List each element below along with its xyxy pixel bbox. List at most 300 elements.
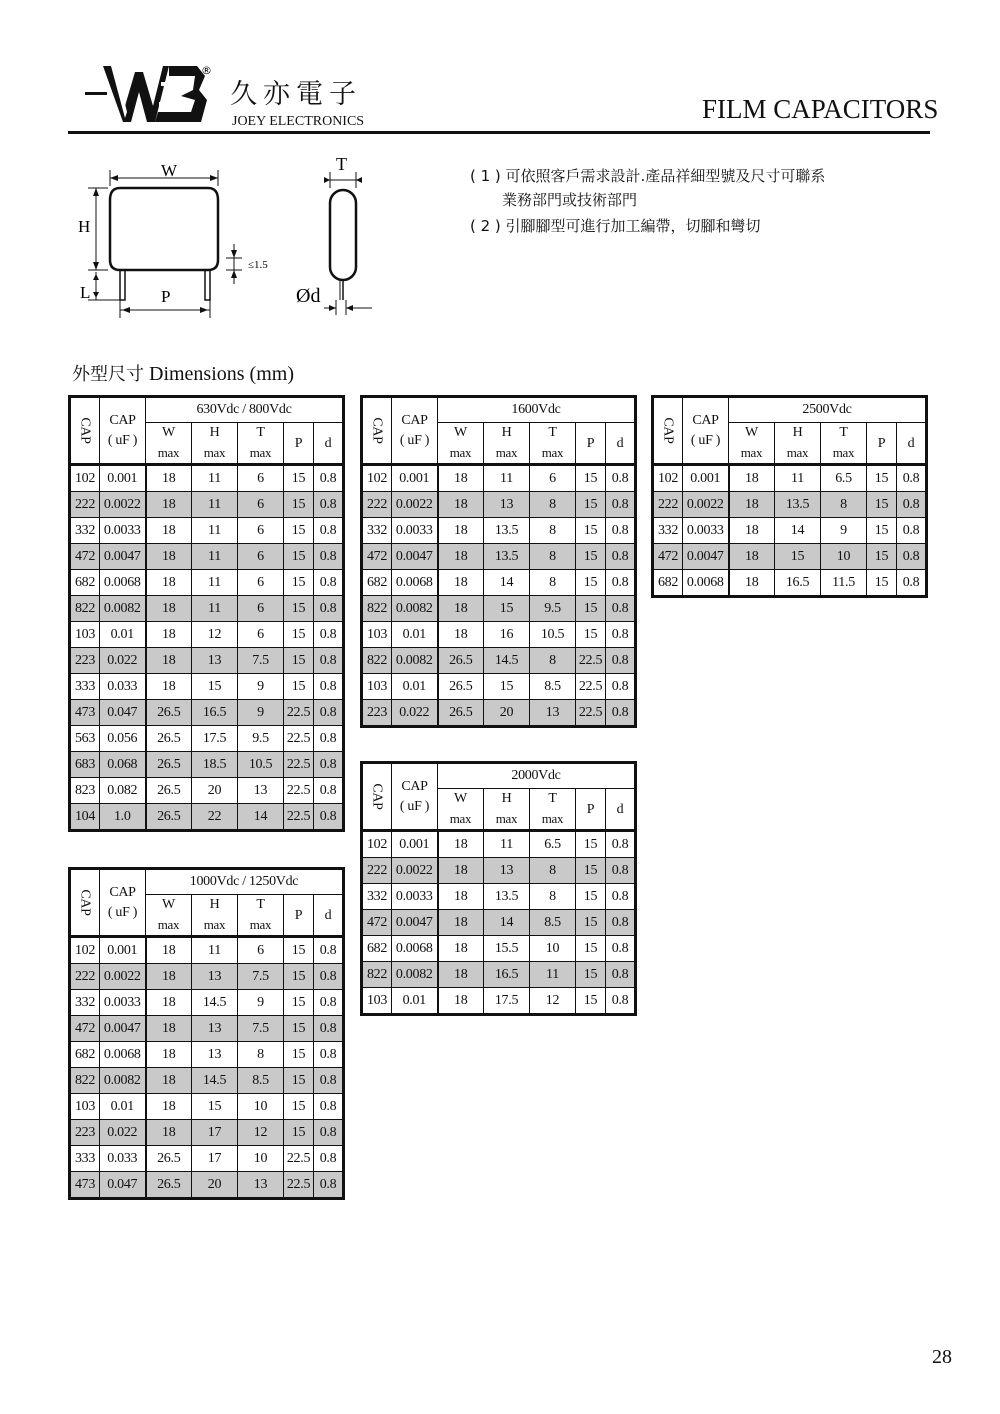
thickness-cell: 6 <box>238 465 284 492</box>
lead-dia-cell: 0.8 <box>606 831 636 858</box>
header-h-label: H <box>209 425 220 440</box>
cap-uf-header-unit: ( uF ) <box>399 432 430 448</box>
thickness-cell: 7.5 <box>238 964 284 990</box>
header-p: P <box>284 895 314 937</box>
lead-dia-cell: 0.8 <box>606 910 636 936</box>
table-630vdc-800vdc <box>68 395 345 832</box>
cap-code-cell: 102 <box>653 465 683 492</box>
pitch-cell: 22.5 <box>576 674 606 700</box>
height-cell: 13.5 <box>484 544 530 570</box>
dimensions-heading <box>72 360 294 386</box>
cap-code-cell: 472 <box>70 544 100 570</box>
width-cell: 18 <box>438 492 484 518</box>
height-cell: 15 <box>484 596 530 622</box>
table-1000vdc-1250vdc <box>68 867 345 1200</box>
width-cell: 18 <box>438 518 484 544</box>
cap-uf-header-label: CAP <box>692 412 719 428</box>
table-row <box>70 1120 344 1146</box>
header-d: d <box>314 895 344 937</box>
cap-code-cell: 822 <box>70 596 100 622</box>
dim-label-d: Ød <box>296 285 321 307</box>
cap-code-cell: 102 <box>362 465 392 492</box>
cap-code-cell: 472 <box>362 910 392 936</box>
cap-uf-cell: 0.0033 <box>100 518 146 544</box>
lead-dia-cell: 0.8 <box>606 596 636 622</box>
cap-uf-cell: 0.033 <box>100 674 146 700</box>
cap-code-cell: 823 <box>70 778 100 804</box>
height-cell: 16.5 <box>484 962 530 988</box>
cap-uf-cell: 0.0022 <box>683 492 729 518</box>
cap-code-cell: 472 <box>362 544 392 570</box>
dimensions-heading-cn: 外型尺寸 <box>72 364 144 385</box>
lead-dia-cell: 0.8 <box>314 1120 344 1146</box>
header-p: P <box>284 423 314 465</box>
cap-code-cell: 103 <box>362 674 392 700</box>
pitch-cell: 15 <box>284 622 314 648</box>
width-cell: 26.5 <box>438 674 484 700</box>
lead-dia-cell: 0.8 <box>606 700 636 727</box>
thickness-cell: 8 <box>530 884 576 910</box>
lead-dia-cell: 0.8 <box>897 518 927 544</box>
header-h-max: max <box>495 445 518 460</box>
cap-uf-cell: 0.001 <box>100 937 146 964</box>
table-row <box>362 674 636 700</box>
lead-dia-cell: 0.8 <box>314 492 344 518</box>
pitch-cell: 15 <box>284 544 314 570</box>
lead-dia-cell: 0.8 <box>606 936 636 962</box>
width-cell: 26.5 <box>146 1172 192 1199</box>
table-row <box>70 570 344 596</box>
width-cell: 18 <box>146 465 192 492</box>
pitch-cell: 15 <box>284 492 314 518</box>
width-cell: 18 <box>146 937 192 964</box>
cap-uf-cell: 0.0082 <box>392 596 438 622</box>
cap-uf-cell: 0.068 <box>100 752 146 778</box>
cap-uf-header-unit: ( uF ) <box>399 798 430 814</box>
table-row <box>653 570 927 597</box>
cap-code-cell: 223 <box>362 700 392 727</box>
pitch-cell: 15 <box>284 674 314 700</box>
table-row <box>653 492 927 518</box>
lead-dia-cell: 0.8 <box>606 492 636 518</box>
height-cell: 13 <box>192 964 238 990</box>
cap-uf-cell: 0.0047 <box>392 544 438 570</box>
cap-code-cell: 333 <box>70 674 100 700</box>
table-row <box>362 622 636 648</box>
header-t-max: max <box>249 917 272 932</box>
lead-dia-cell: 0.8 <box>606 674 636 700</box>
header-w-label: W <box>745 425 758 440</box>
table-row <box>70 492 344 518</box>
pitch-cell: 15 <box>284 465 314 492</box>
company-name-en: JOEY ELECTRONICS <box>232 114 365 129</box>
header-t-label: T <box>256 425 265 440</box>
width-cell: 18 <box>146 1120 192 1146</box>
header-h <box>192 895 238 937</box>
header-w <box>438 789 484 831</box>
cap-code-header <box>653 397 683 465</box>
width-cell: 18 <box>146 570 192 596</box>
header-t-label: T <box>839 425 848 440</box>
height-cell: 13.5 <box>484 884 530 910</box>
cap-uf-cell: 0.001 <box>392 465 438 492</box>
pitch-cell: 15 <box>284 596 314 622</box>
width-cell: 18 <box>146 1068 192 1094</box>
cap-code-cell: 332 <box>70 518 100 544</box>
lead-dia-cell: 0.8 <box>314 674 344 700</box>
voltage-title: 1600Vdc <box>438 397 636 423</box>
pitch-cell: 15 <box>576 936 606 962</box>
pitch-cell: 15 <box>284 937 314 964</box>
table-row <box>362 962 636 988</box>
table-row <box>70 804 344 831</box>
lead-dia-cell: 0.8 <box>314 544 344 570</box>
cap-uf-cell: 0.056 <box>100 726 146 752</box>
table-row <box>70 622 344 648</box>
width-cell: 18 <box>438 910 484 936</box>
lead-dia-cell: 0.8 <box>314 778 344 804</box>
thickness-cell: 10.5 <box>530 622 576 648</box>
width-cell: 18 <box>729 518 775 544</box>
header-t-label: T <box>256 897 265 912</box>
width-cell: 18 <box>146 1016 192 1042</box>
cap-uf-header-label: CAP <box>401 778 428 794</box>
cap-uf-cell: 0.0033 <box>100 990 146 1016</box>
height-cell: 11 <box>192 492 238 518</box>
cap-uf-cell: 0.0033 <box>683 518 729 544</box>
table-title-row <box>70 869 344 895</box>
dimensions-heading-en: Dimensions (mm) <box>149 363 294 385</box>
height-cell: 13 <box>484 492 530 518</box>
header-w-max: max <box>449 445 472 460</box>
cap-uf-header-unit: ( uF ) <box>107 904 138 920</box>
cap-uf-cell: 0.001 <box>100 465 146 492</box>
table-row <box>362 936 636 962</box>
header-t <box>238 423 284 465</box>
pitch-cell: 15 <box>867 492 897 518</box>
cap-code-cell: 222 <box>70 964 100 990</box>
cap-code-cell: 332 <box>70 990 100 1016</box>
width-cell: 18 <box>146 674 192 700</box>
cap-code-header-label: CAP <box>369 783 385 810</box>
cap-uf-cell: 0.0082 <box>100 1068 146 1094</box>
header-t-max: max <box>832 445 855 460</box>
width-cell: 18 <box>438 988 484 1015</box>
lead-dia-cell: 0.8 <box>897 465 927 492</box>
dim-label-h: H <box>78 217 91 236</box>
table-title-row <box>70 397 344 423</box>
table-row <box>362 465 636 492</box>
height-cell: 11 <box>484 831 530 858</box>
height-cell: 15 <box>775 544 821 570</box>
header-t-max: max <box>541 445 564 460</box>
thickness-cell: 8.5 <box>530 910 576 936</box>
header-d: d <box>897 423 927 465</box>
cap-uf-cell: 0.0047 <box>683 544 729 570</box>
pitch-cell: 15 <box>867 518 897 544</box>
thickness-cell: 13 <box>530 700 576 727</box>
dim-label-l: L <box>80 283 91 302</box>
header-h-label: H <box>501 425 512 440</box>
width-cell: 18 <box>146 518 192 544</box>
thickness-cell: 11.5 <box>821 570 867 597</box>
header-h-label: H <box>209 897 220 912</box>
height-cell: 15 <box>484 674 530 700</box>
cap-uf-cell: 0.0068 <box>683 570 729 597</box>
lead-dia-cell: 0.8 <box>606 962 636 988</box>
height-cell: 14 <box>484 910 530 936</box>
cap-uf-cell: 0.001 <box>392 831 438 858</box>
cap-code-cell: 682 <box>362 570 392 596</box>
thickness-cell: 9.5 <box>238 726 284 752</box>
width-cell: 18 <box>438 465 484 492</box>
cap-code-cell: 682 <box>70 1042 100 1068</box>
width-cell: 26.5 <box>146 778 192 804</box>
width-cell: 26.5 <box>146 752 192 778</box>
cap-code-cell: 563 <box>70 726 100 752</box>
table-row <box>70 465 344 492</box>
lead-dia-cell: 0.8 <box>314 937 344 964</box>
header-w-max: max <box>449 811 472 826</box>
header-h-max: max <box>203 917 226 932</box>
thickness-cell: 8 <box>530 570 576 596</box>
cap-code-cell: 473 <box>70 700 100 726</box>
cap-uf-header-label: CAP <box>401 412 428 428</box>
width-cell: 18 <box>438 570 484 596</box>
table-row <box>653 518 927 544</box>
cap-uf-cell: 0.0022 <box>100 964 146 990</box>
pitch-cell: 15 <box>867 544 897 570</box>
cap-uf-cell: 0.022 <box>392 700 438 727</box>
lead-dia-cell: 0.8 <box>314 1068 344 1094</box>
lead-dia-cell: 0.8 <box>897 492 927 518</box>
thickness-cell: 10 <box>238 1146 284 1172</box>
cap-uf-header-unit: ( uF ) <box>107 432 138 448</box>
cap-uf-cell: 0.01 <box>392 622 438 648</box>
pitch-cell: 22.5 <box>284 752 314 778</box>
thickness-cell: 9 <box>238 674 284 700</box>
pitch-cell: 15 <box>576 858 606 884</box>
pitch-cell: 22.5 <box>284 778 314 804</box>
cap-uf-cell: 0.047 <box>100 700 146 726</box>
cap-code-cell: 102 <box>70 937 100 964</box>
thickness-cell: 8 <box>530 648 576 674</box>
header-w-max: max <box>157 445 180 460</box>
width-cell: 26.5 <box>146 1146 192 1172</box>
cap-uf-cell: 0.082 <box>100 778 146 804</box>
width-cell: 26.5 <box>146 804 192 831</box>
header-p: P <box>576 789 606 831</box>
cap-code-cell: 103 <box>70 622 100 648</box>
width-cell: 18 <box>438 858 484 884</box>
table-row <box>70 518 344 544</box>
height-cell: 16.5 <box>192 700 238 726</box>
header-w-max: max <box>740 445 763 460</box>
lead-dia-cell: 0.8 <box>606 858 636 884</box>
width-cell: 18 <box>438 831 484 858</box>
thickness-cell: 10 <box>530 936 576 962</box>
cap-uf-cell: 0.01 <box>100 1094 146 1120</box>
table-row <box>70 726 344 752</box>
header-d: d <box>314 423 344 465</box>
thickness-cell: 6 <box>530 465 576 492</box>
cap-code-cell: 333 <box>70 1146 100 1172</box>
lead-dia-cell: 0.8 <box>606 622 636 648</box>
lead-dia-cell: 0.8 <box>314 1042 344 1068</box>
pitch-cell: 22.5 <box>284 726 314 752</box>
lead-dia-cell: 0.8 <box>314 804 344 831</box>
height-cell: 20 <box>192 778 238 804</box>
height-cell: 17 <box>192 1120 238 1146</box>
width-cell: 26.5 <box>146 726 192 752</box>
height-cell: 18.5 <box>192 752 238 778</box>
height-cell: 11 <box>192 937 238 964</box>
thickness-cell: 8 <box>821 492 867 518</box>
header-t <box>530 423 576 465</box>
thickness-cell: 11 <box>530 962 576 988</box>
cap-uf-cell: 0.0082 <box>392 648 438 674</box>
width-cell: 18 <box>438 544 484 570</box>
thickness-cell: 8 <box>530 492 576 518</box>
cap-uf-cell: 0.022 <box>100 648 146 674</box>
lead-dia-cell: 0.8 <box>314 596 344 622</box>
cap-uf-cell: 0.01 <box>100 622 146 648</box>
height-cell: 11 <box>192 518 238 544</box>
table-row <box>362 570 636 596</box>
company-name-cn: 久亦電子 <box>230 79 362 110</box>
table-row <box>362 492 636 518</box>
lead-dia-cell: 0.8 <box>606 465 636 492</box>
cap-uf-cell: 0.01 <box>392 674 438 700</box>
pitch-cell: 15 <box>284 570 314 596</box>
header-t-label: T <box>548 425 557 440</box>
thickness-cell: 8.5 <box>238 1068 284 1094</box>
lead-dia-cell: 0.8 <box>314 465 344 492</box>
width-cell: 26.5 <box>438 700 484 727</box>
table-row <box>653 465 927 492</box>
thickness-cell: 8 <box>238 1042 284 1068</box>
thickness-cell: 6 <box>238 622 284 648</box>
cap-code-cell: 103 <box>362 622 392 648</box>
cap-code-cell: 473 <box>70 1172 100 1199</box>
thickness-cell: 6.5 <box>530 831 576 858</box>
voltage-title: 1000Vdc / 1250Vdc <box>146 869 344 895</box>
registered-mark: ® <box>201 64 212 77</box>
table-row <box>70 648 344 674</box>
table-row <box>70 1172 344 1199</box>
height-cell: 20 <box>484 700 530 727</box>
thickness-cell: 6 <box>238 596 284 622</box>
header-h-max: max <box>786 445 809 460</box>
lead-dia-cell: 0.8 <box>314 1094 344 1120</box>
table-row <box>362 988 636 1015</box>
cap-uf-header <box>100 397 146 465</box>
cap-uf-cell: 0.0047 <box>100 544 146 570</box>
cap-code-cell: 822 <box>362 596 392 622</box>
height-cell: 17 <box>192 1146 238 1172</box>
height-cell: 11 <box>192 544 238 570</box>
lead-dia-cell: 0.8 <box>314 990 344 1016</box>
pitch-cell: 15 <box>576 962 606 988</box>
pitch-cell: 15 <box>284 1094 314 1120</box>
table-2000vdc <box>360 761 637 1016</box>
cap-code-cell: 102 <box>70 465 100 492</box>
width-cell: 18 <box>146 544 192 570</box>
table-2500vdc <box>651 395 928 598</box>
lead-dia-cell: 0.8 <box>314 570 344 596</box>
header-h-max: max <box>203 445 226 460</box>
table-row <box>362 831 636 858</box>
table-row <box>70 700 344 726</box>
cap-code-header-label: CAP <box>77 417 93 444</box>
cap-uf-cell: 0.0082 <box>100 596 146 622</box>
cap-code-cell: 103 <box>70 1094 100 1120</box>
table-row <box>70 1068 344 1094</box>
height-cell: 13.5 <box>775 492 821 518</box>
header-h <box>775 423 821 465</box>
header-w-label: W <box>162 897 175 912</box>
pitch-cell: 15 <box>576 910 606 936</box>
lead-dia-cell: 0.8 <box>606 570 636 596</box>
height-cell: 15 <box>192 674 238 700</box>
dim-label-p: P <box>161 287 171 306</box>
table-row <box>70 1094 344 1120</box>
header-h-label: H <box>792 425 803 440</box>
cap-code-cell: 822 <box>362 648 392 674</box>
width-cell: 26.5 <box>438 648 484 674</box>
cap-uf-cell: 0.0022 <box>392 858 438 884</box>
height-cell: 14.5 <box>192 990 238 1016</box>
cap-code-header <box>70 869 100 937</box>
note-1: ( 1 ) 可依照客戶需求設計.產品祥細型號及尺寸可聯系 <box>470 167 826 185</box>
header-rule <box>68 131 930 134</box>
width-cell: 18 <box>729 465 775 492</box>
cap-uf-cell: 0.047 <box>100 1172 146 1199</box>
header-d: d <box>606 789 636 831</box>
lead-dia-cell: 0.8 <box>314 1172 344 1199</box>
header-w <box>438 423 484 465</box>
header-w-label: W <box>454 791 467 806</box>
width-cell: 18 <box>438 884 484 910</box>
table-row <box>362 884 636 910</box>
lead-dia-cell: 0.8 <box>606 988 636 1015</box>
cap-uf-cell: 0.0033 <box>392 518 438 544</box>
cap-uf-cell: 0.0068 <box>100 1042 146 1068</box>
height-cell: 16 <box>484 622 530 648</box>
thickness-cell: 8 <box>530 858 576 884</box>
header-w-label: W <box>162 425 175 440</box>
height-cell: 11 <box>192 596 238 622</box>
page-number: 28 <box>932 1346 952 1368</box>
cap-uf-cell: 0.0068 <box>392 936 438 962</box>
header-w-max: max <box>157 917 180 932</box>
cap-code-cell: 682 <box>362 936 392 962</box>
cap-uf-cell: 0.0047 <box>392 910 438 936</box>
width-cell: 18 <box>146 964 192 990</box>
thickness-cell: 12 <box>238 1120 284 1146</box>
cap-uf-cell: 0.001 <box>683 465 729 492</box>
height-cell: 14 <box>775 518 821 544</box>
table-row <box>70 937 344 964</box>
width-cell: 18 <box>438 596 484 622</box>
note-1-continued: 業務部門或技術部門 <box>502 191 638 209</box>
thickness-cell: 6 <box>238 937 284 964</box>
height-cell: 17.5 <box>484 988 530 1015</box>
lead-dia-cell: 0.8 <box>314 726 344 752</box>
pitch-cell: 15 <box>284 648 314 674</box>
table-row <box>70 990 344 1016</box>
cap-code-cell: 682 <box>653 570 683 597</box>
